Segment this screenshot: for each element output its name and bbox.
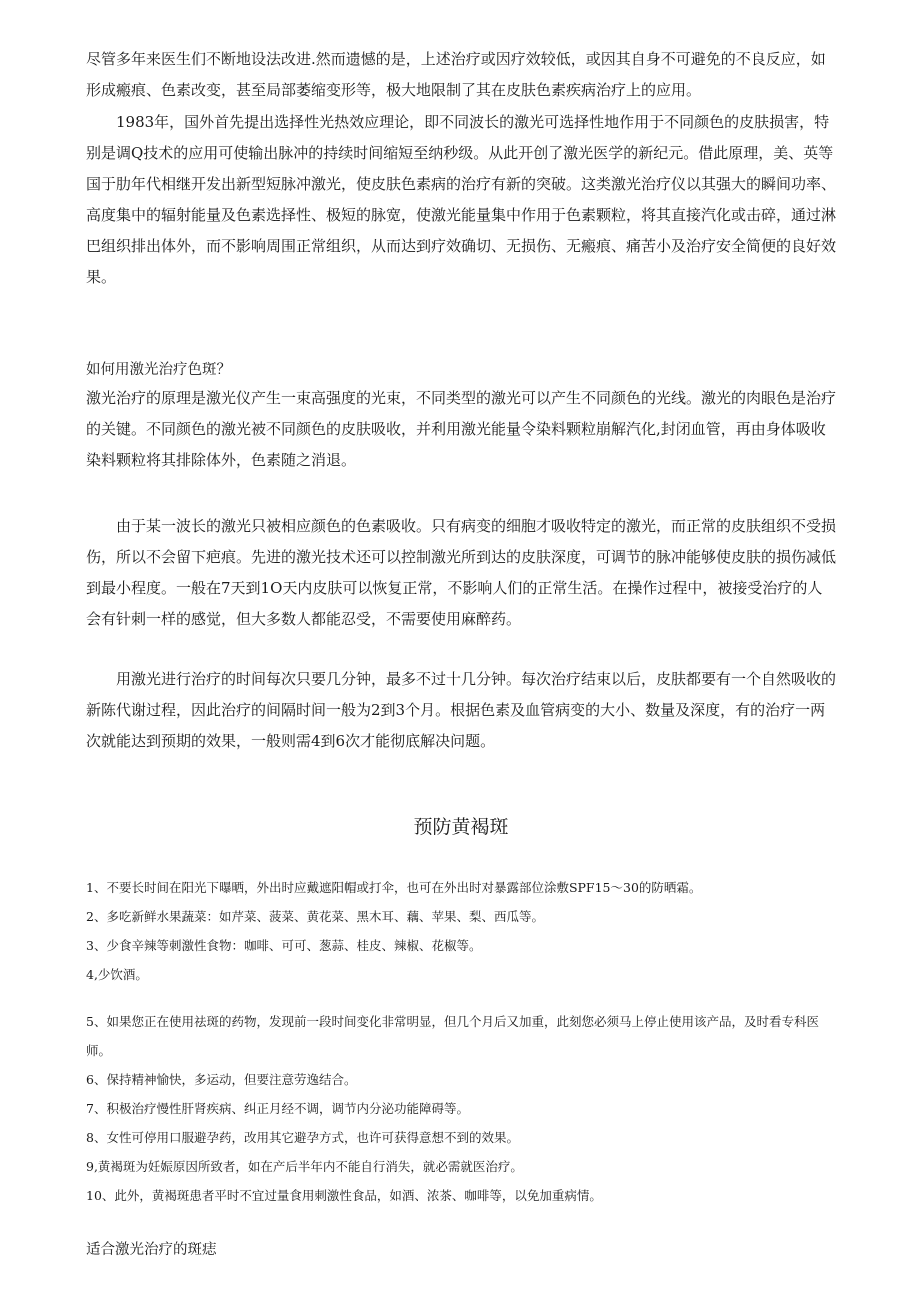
list-item: 8、女性可停用口服避孕药，改用其它避孕方式，也许可获得意想不到的效果。 <box>86 1130 519 1145</box>
list-item: 1、不要长时间在阳光下曝晒，外出时应戴遮阳帽或打伞，也可在外出时对暴露部位涂敷SPF15～30的防晒霜。 <box>86 880 702 895</box>
list-item: 4,少饮酒。 <box>86 967 148 982</box>
paragraph-wavelength: 由于某一波长的激光只被相应颜色的色素吸收。只有病变的细胞才吸收特定的激光，而正常的皮肤组织不受损伤，所以不会留下疤痕。先进的激光技术还可以控制激光所到达的皮肤深度，可调节的脉冲能够使皮肤的损伤减低到最小程度。一般在7天到1O天内皮肤可以恢复正常，不影响人们的正常生活。在操作过程中，被接受治疗的人会有针刺一样的感觉，但大多数人都能忍受，不需要使用麻醉药。 <box>86 517 837 628</box>
list-item: 7、积极治疗慢性肝肾疾病、纠正月经不调，调节内分泌功能障碍等。 <box>86 1101 469 1116</box>
heading-suitable-spots: 适合激光治疗的斑痣 <box>86 1242 217 1258</box>
list-item: 6、保持精神愉快，多运动，但要注意劳逸结合。 <box>86 1072 357 1087</box>
paragraph-intro: 尽管多年来医生们不断地设法改进.然而遗憾的是，上述治疗或因疗效较低，或因其自身不可避免的不良反应，如形成瘢痕、色素改变，甚至局部萎缩变形等，极大地限制了其在皮肤色素疾病治疗上的应用。 <box>86 50 826 99</box>
list-item: 2、多吃新鲜水果蔬菜：如芹菜、菠菜、黄花菜、黑木耳、藕、苹果、梨、西瓜等。 <box>86 909 544 924</box>
prevention-list <box>86 873 836 1210</box>
heading-laser-treatment: 如何用激光治疗色斑？ <box>86 362 231 378</box>
paragraph-laser-principle: 激光治疗的原理是激光仪产生一束高强度的光束，不同类型的激光可以产生不同颜色的光线。激光的肉眼色是治疗的关键。不同颜色的激光被不同颜色的皮肤吸收，并利用激光能量令染料颗粒崩解汽化,封闭血管，再由身体吸收染料颗粒将其排除体外，色素随之消退。 <box>86 389 837 469</box>
list-item: 10、此外，黄褐斑患者平时不宜过量食用刺激性食品，如酒、浓茶、咖啡等，以免加重病情。 <box>86 1188 602 1203</box>
list-item: 3、少食辛辣等刺激性食物：咖啡、可可、葱蒜、桂皮、辣椒、花椒等。 <box>86 938 482 953</box>
section-title-prevention: 预防黄褐斑 <box>413 816 509 838</box>
list-item: 9,黄褐斑为妊娠原因所致者，如在产后半年内不能自行消失，就必需就医治疗。 <box>86 1159 523 1174</box>
paragraph-duration: 用激光进行治疗的时间每次只要几分钟，最多不过十几分钟。每次治疗结束以后，皮肤都要有一个自然吸收的新陈代谢过程，因此治疗的间隔时间一般为2到3个月。根据色素及血管病变的大小、数量及深度，有的治疗一两次就能达到预期的效果，一般则需4到6次才能彻底解决问题。 <box>86 670 837 750</box>
list-item: 5、如果您正在使用祛斑的药物，发现前一段时间变化非常明显，但几个月后又加重，此刻您必须马上停止使用该产品，及时看专科医师。 <box>86 1014 819 1058</box>
paragraph-1983: 1983年，国外首先提出选择性光热效应理论，即不同波长的激光可选择性地作用于不同颜色的皮肤损害，特别是调Q技术的应用可使输出脉冲的持续时间缩短至纳秒级。从此开创了激光医学的新纪元。借此原理，美、英等国于肋年代相继开发出新型短脉冲激光，使皮肤色素病的治疗有新的突破。这类激光治疗仪以其强大的瞬间功率、高度集中的辐射能量及色素选择性、极短的脉宽，使激光能量集中作用于色素颗粒，将其直接汽化或击碎，通过淋巴组织排出体外，而不影响周围正常组织，从而达到疗效确切、无损伤、无瘢痕、痛苦小及治疗安全简便的良好效果。 <box>86 113 837 286</box>
